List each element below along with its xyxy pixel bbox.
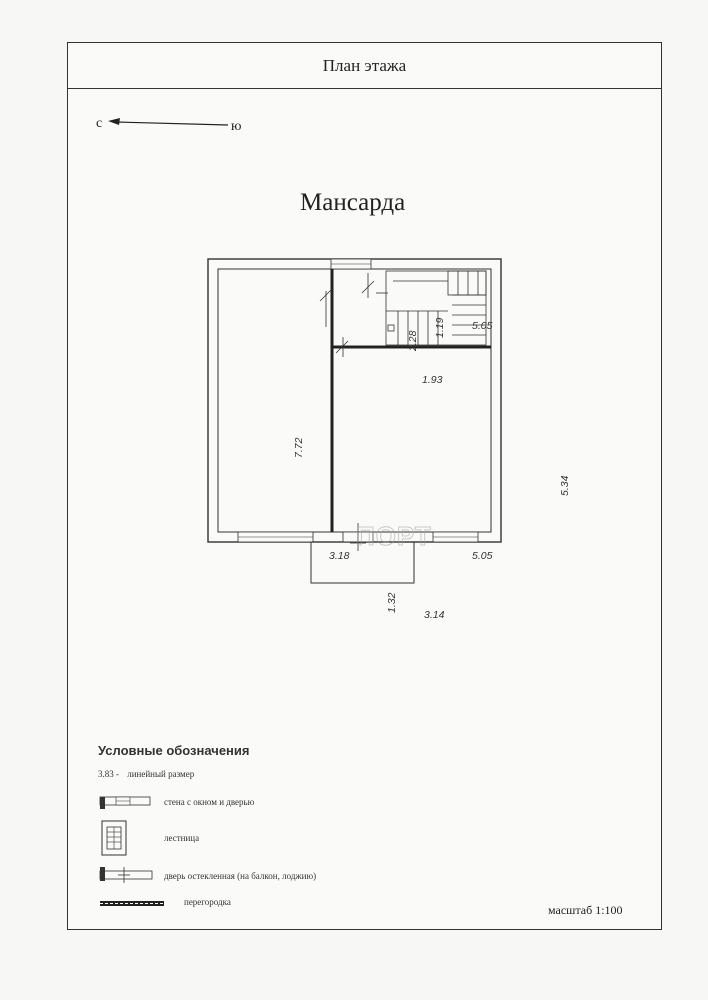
legend-title: Условные обозначения (98, 743, 250, 758)
dim-1-93: 1.93 (422, 374, 443, 386)
compass-south-label: ю (231, 119, 242, 134)
dim-3-18: 3.18 (329, 550, 350, 562)
legend-item-partition: перегородка (184, 897, 231, 907)
legend-item-wall: стена с окном и дверью (164, 797, 255, 807)
legend-key: 3.83 - (98, 769, 119, 779)
dim-5-34: 5.34 (559, 475, 571, 496)
legend-item-linear-dim (98, 769, 194, 779)
dim-3-14: 3.14 (424, 609, 445, 621)
legend-item-stair: лестница (164, 833, 200, 843)
legend-label: линейный размер (127, 769, 195, 779)
scale-label: масштаб 1:100 (548, 903, 623, 917)
dim-2-28: 2.28 (407, 330, 419, 351)
dim-1-19: 1.19 (434, 317, 446, 338)
legend-item-glazed-door: дверь остекленная (на балкон, лоджию) (164, 871, 317, 881)
dim-1-32: 1.32 (386, 592, 398, 613)
balcony-door-icon (98, 865, 158, 885)
compass-arrow-icon (108, 117, 230, 129)
inner-wall-outline (218, 269, 491, 532)
compass (96, 113, 256, 143)
floor-name: Мансарда (300, 189, 406, 216)
wall-window-door-icon (98, 795, 158, 809)
drawing-sheet (67, 42, 662, 930)
compass-north-label: с (96, 116, 103, 131)
dim-7-72: 7.72 (293, 437, 305, 458)
floor-plan (208, 253, 571, 633)
outer-wall (208, 259, 501, 542)
dim-5-05-bottom: 5.05 (472, 550, 493, 562)
partition-icon (98, 900, 168, 908)
stair-icon (100, 819, 130, 859)
watermark-logo: ПОРТ (356, 521, 432, 551)
sheet-title: План этажа (68, 43, 661, 89)
dim-5-05-top: 5.05 (472, 320, 493, 332)
